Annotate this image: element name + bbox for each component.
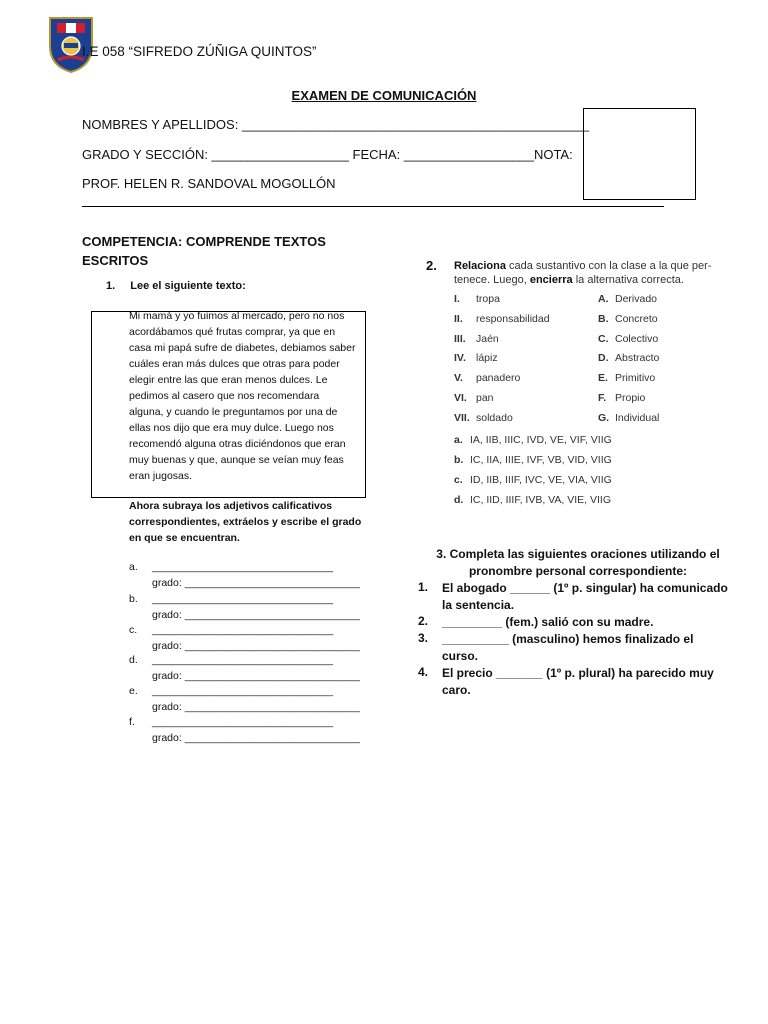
- option-letter: d.: [454, 494, 464, 506]
- noun-word: soldado: [476, 412, 513, 424]
- noun-word: Jaén: [476, 333, 499, 345]
- answer-option[interactable]: IC, IIA, IIIE, IVF, VB, VID, VIIG: [470, 454, 612, 466]
- answer-blank[interactable]: _______________________________: [152, 716, 334, 728]
- answer-option[interactable]: IC, IID, IIIF, IVB, VA, VIE, VIIG: [470, 494, 612, 506]
- answer-letter: b.: [129, 593, 138, 605]
- passage-line: cuáles eran más dulces que otras para poder: [129, 358, 340, 370]
- class-name: Colectivo: [615, 333, 659, 345]
- sentence-line: __________ (masculino) hemos finalizado el: [442, 632, 694, 646]
- passage-line: elegir entre las que eran menos dulces. Le: [129, 374, 328, 386]
- noun-word: pan: [476, 392, 494, 404]
- class-name: Propio: [615, 392, 646, 404]
- sentence-number: 4.: [418, 665, 429, 679]
- instruction-line: Ahora subraya los adjetivos calificativos: [129, 500, 333, 512]
- q2-line2-rest: la alternativa correcta.: [572, 274, 684, 286]
- sentence-number: 3.: [418, 631, 429, 645]
- passage-line: ellas nos dijo que era muy dulce. Luego nos: [129, 422, 334, 434]
- option-letter: b.: [454, 454, 464, 466]
- noun-word: lápiz: [476, 352, 498, 364]
- sentence-line: El abogado ______ (1º p. singular) ha comunicado: [442, 581, 728, 595]
- sentence-item[interactable]: [442, 614, 742, 631]
- sentence-item[interactable]: [442, 631, 742, 665]
- noun-numeral: V.: [454, 372, 463, 384]
- q3-instruction-line2: pronombre personal correspondiente:: [468, 564, 688, 578]
- answer-letter: f.: [129, 716, 135, 728]
- passage-line: muy buenas y que, aunque se veían muy feas: [129, 454, 344, 466]
- class-letter: C.: [598, 333, 609, 345]
- grade-date-field[interactable]: GRADO Y SECCIÓN: ___________________ FECHA: __________________NOTA:: [82, 147, 573, 162]
- passage-line: alguna, y cuando le preguntamos por una de: [129, 406, 338, 418]
- exam-title: EXAMEN DE COMUNICACIÓN: [291, 88, 477, 103]
- q2-number: 2.: [426, 258, 437, 273]
- instruction-line: en que se encuentran.: [129, 532, 240, 544]
- sentence-line: la sentencia.: [442, 598, 515, 612]
- noun-numeral: II.: [454, 313, 463, 325]
- option-letter: a.: [454, 434, 463, 446]
- noun-numeral: VII.: [454, 412, 470, 424]
- class-letter: A.: [598, 293, 609, 305]
- noun-numeral: III.: [454, 333, 466, 345]
- answer-blank[interactable]: _______________________________: [152, 654, 334, 666]
- teacher-name: PROF. HELEN R. SANDOVAL MOGOLLÓN: [82, 176, 336, 191]
- sentence-item[interactable]: [442, 580, 742, 614]
- answer-blank[interactable]: _______________________________: [152, 593, 334, 605]
- grade-blank[interactable]: grado: ______________________________: [152, 732, 360, 744]
- noun-word: tropa: [476, 293, 500, 305]
- grade-blank[interactable]: grado: ______________________________: [152, 609, 360, 621]
- noun-word: responsabilidad: [476, 313, 550, 325]
- class-letter: B.: [598, 313, 609, 325]
- sentence-line: _________ (fem.) salió con su madre.: [442, 615, 654, 629]
- q2-line2-pre: tenece. Luego,: [454, 274, 530, 286]
- noun-numeral: IV.: [454, 352, 466, 364]
- q2-verb-encierra: encierra: [529, 274, 573, 286]
- noun-numeral: I.: [454, 293, 460, 305]
- answer-letter: a.: [129, 561, 138, 573]
- class-name: Primitivo: [615, 372, 656, 384]
- class-name: Individual: [615, 412, 660, 424]
- q1-heading: [106, 280, 246, 292]
- q3-instruction: [418, 546, 738, 580]
- passage-line: acordábamos qué frutas comprar, ya que en: [129, 326, 336, 338]
- q1-number: 1.: [106, 280, 116, 292]
- passage-line: eran jugosas.: [129, 470, 193, 482]
- passage-line: recomendó alguna otras diciéndonos que eran: [129, 438, 346, 450]
- answer-option[interactable]: ID, IIB, IIIF, IVC, VE, VIA, VIIG: [470, 474, 612, 486]
- sentence-number: 2.: [418, 614, 429, 628]
- class-name: Concreto: [615, 313, 658, 325]
- sentence-line: caro.: [442, 683, 471, 697]
- sentence-line: curso.: [442, 649, 479, 663]
- q2-instruction-line2: [454, 274, 684, 286]
- school-name: I.E 058 “SIFREDO ZÚÑIGA QUINTOS”: [82, 44, 317, 59]
- class-letter: E.: [598, 372, 608, 384]
- answer-blank[interactable]: _______________________________: [152, 624, 334, 636]
- passage-line: casa mi papá sufre de diabetes, debiamos saber: [129, 342, 356, 354]
- grade-blank[interactable]: grado: ______________________________: [152, 670, 360, 682]
- noun-numeral: VI.: [454, 392, 467, 404]
- option-letter: c.: [454, 474, 463, 486]
- competencia-heading: COMPETENCIA: COMPRENDE TEXTOS ESCRITOS: [82, 234, 326, 268]
- grade-box[interactable]: [583, 108, 696, 200]
- sentence-item[interactable]: [442, 665, 742, 699]
- answer-option[interactable]: IA, IIB, IIIC, IVD, VE, VIF, VIIG: [470, 434, 612, 446]
- instruction-line: correspondientes, extráelos y escribe el grado: [129, 516, 362, 528]
- q1-heading-text: Lee el siguiente texto:: [130, 280, 246, 292]
- answer-blank[interactable]: _______________________________: [152, 561, 334, 573]
- q2-line1-rest: cada sustantivo con la clase a la que per-: [505, 260, 712, 272]
- noun-word: panadero: [476, 372, 521, 384]
- q3-instruction-line1: 3. Completa las siguientes oraciones utilizando el: [436, 547, 720, 561]
- passage-line: pedimos al casero que nos recomendara: [129, 390, 320, 402]
- answer-letter: c.: [129, 624, 138, 636]
- q2-verb-relaciona: Relaciona: [454, 260, 506, 272]
- sentence-line: El precio _______ (1º p. plural) ha parecido muy: [442, 666, 714, 680]
- grade-blank[interactable]: grado: ______________________________: [152, 577, 360, 589]
- answer-letter: e.: [129, 685, 138, 697]
- header-divider: [82, 206, 664, 207]
- q2-instruction-line1: [454, 260, 711, 272]
- class-letter: G.: [598, 412, 610, 424]
- passage-line: Mi mamá y yo fuimos al mercado, pero no nos: [129, 310, 345, 322]
- class-name: Abstracto: [615, 352, 660, 364]
- answer-blank[interactable]: _______________________________: [152, 685, 334, 697]
- class-letter: D.: [598, 352, 609, 364]
- answer-letter: d.: [129, 654, 138, 666]
- grade-blank[interactable]: grado: ______________________________: [152, 640, 360, 652]
- sentence-number: 1.: [418, 580, 429, 594]
- names-field[interactable]: NOMBRES Y APELLIDOS: ________________________________________________: [82, 117, 589, 132]
- grade-blank[interactable]: grado: ______________________________: [152, 701, 360, 713]
- class-name: Derivado: [615, 293, 658, 305]
- class-letter: F.: [598, 392, 607, 404]
